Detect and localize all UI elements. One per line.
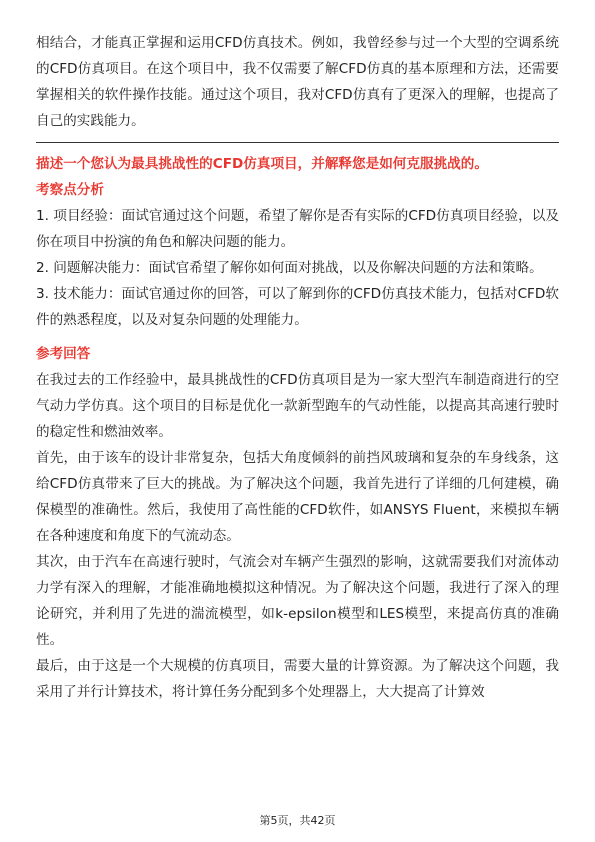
analysis-item: 3. 技术能力：面试官通过你的回答，可以了解到你的CFD仿真技术能力，包括对CFD软件的熟悉程度，以及对复杂问题的处理能力。	[36, 286, 559, 328]
answer-paragraph: 最后，由于这是一个大规模的仿真项目，需要大量的计算资源。为了解决这个问题，我采用了并行计算技术，将计算任务分配到多个处理器上，大大提高了计算效	[36, 658, 559, 700]
section-divider	[36, 142, 559, 143]
answer-paragraph: 在我过去的工作经验中，最具挑战性的CFD仿真项目是为一家大型汽车制造商进行的空气动力学仿真。这个项目的目标是优化一款新型跑车的气动性能，以提高其高速行驶时的稳定性和燃油效率。	[36, 372, 559, 440]
analysis-item: 1. 项目经验：面试官通过这个问题，希望了解你是否有实际的CFD仿真项目经验，以及你在项目中扮演的角色和解决问题的能力。	[36, 208, 559, 250]
page-content	[36, 30, 559, 705]
answer-paragraph: 首先，由于该车的设计非常复杂，包括大角度倾斜的前挡风玻璃和复杂的车身线条，这给CFD仿真带来了巨大的挑战。为了解决这个问题，我首先进行了详细的几何建模，确保模型的准确性。然后，我使用了高性能的CFD软件，如ANSYS Fluent，来模拟车辆在各种速度和角度下的气流动态。	[36, 450, 559, 544]
answer-title: 参考回答	[36, 346, 91, 362]
question-heading: 描述一个您认为最具挑战性的CFD仿真项目，并解释您是如何克服挑战的。	[36, 156, 488, 172]
analysis-title: 考察点分析	[36, 182, 104, 198]
analysis-item: 2. 问题解决能力：面试官希望了解你如何面对挑战，以及你解决问题的方法和策略。	[36, 260, 543, 276]
intro-paragraph: 相结合，才能真正掌握和运用CFD仿真技术。例如，我曾经参与过一个大型的空调系统的CFD仿真项目。在这个项目中，我不仅需要了解CFD仿真的基本原理和方法，还需要掌握相关的软件操作技能。通过这个项目，我对CFD仿真有了更深入的理解，也提高了自己的实践能力。	[36, 35, 559, 129]
answer-paragraph: 其次，由于汽车在高速行驶时，气流会对车辆产生强烈的影响，这就需要我们对流体动力学有深入的理解，才能准确地模拟这种情况。为了解决这个问题，我进行了深入的理论研究，并利用了先进的湍流模型，如k-epsilon模型和LES模型，来提高仿真的准确性。	[36, 554, 559, 648]
page-number: 第5页，共42页	[259, 814, 336, 827]
